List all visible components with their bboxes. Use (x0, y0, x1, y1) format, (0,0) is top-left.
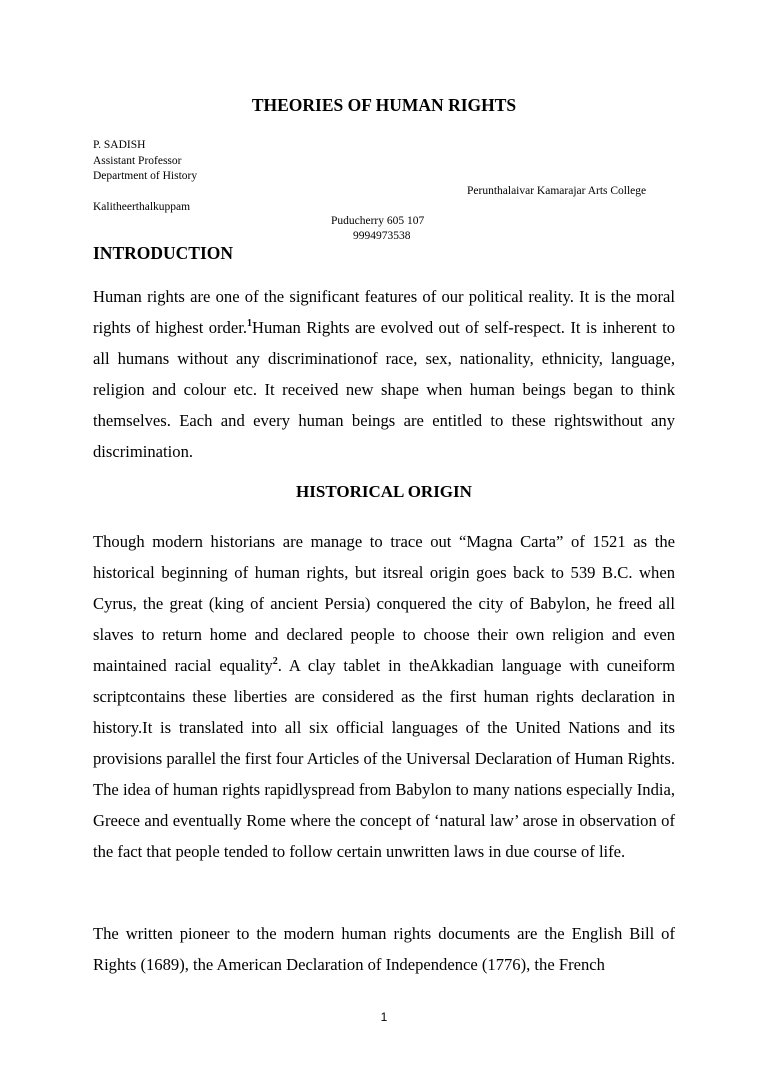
historical-origin-paragraph (93, 526, 675, 867)
document-title: THEORIES OF HUMAN RIGHTS (251, 95, 517, 115)
author-college: Perunthalaivar Kamarajar Arts College (467, 185, 647, 197)
intro-text-part-1: Human rights are one of the significant features of our political reality. It is the moral rights of highest order. (93, 287, 675, 337)
footnote-1-marker[interactable]: 1 (246, 318, 252, 329)
history-text-part-2: . A clay tablet in theAkkadian language with cuneiform scriptcontains these liberties are considered as the first human rights declaration in history.It is translated into all six official languages of the United Nations and its provisions parallel the first four Articles of the Universal Declaration of Human Rights. The idea of human rights rapidlyspread from Babylon to many nations especially India, Greece and eventually Rome where the concept of ‘natural law’ arose in observation of the fact that people tended to follow certain unwritten laws in due course of life. (93, 656, 675, 861)
author-position: Assistant Professor (93, 155, 182, 167)
footnote-2-marker[interactable]: 2 (272, 656, 278, 667)
author-city: Puducherry 605 107 (331, 215, 425, 227)
author-department: Department of History (93, 170, 198, 182)
intro-text-part-2: Human Rights are evolved out of self-respect. It is inherent to all humans without any discriminationof race, sex, nationality, ethnicity, language, religion and colour etc. It received new shape when human beings began to think themselves. Each and every human beings are entitled to these rightswithout any discrimination. (93, 318, 675, 461)
introduction-heading: INTRODUCTION (93, 243, 234, 263)
history-text-part-1: Though modern historians are manage to trace out “Magna Carta” of 1521 as the historical beginning of human rights, but itsreal origin goes back to 539 B.C. when Cyrus, the great (king of ancient Persia) conquered the city of Babylon, he freed all slaves to return home and declared people to choose their own religion and even maintained racial equality (93, 532, 675, 675)
author-locality: Kalitheerthalkuppam (93, 201, 191, 213)
author-name: P. SADISH (93, 139, 146, 151)
author-phone: 9994973538 (353, 230, 411, 242)
written-pioneer-paragraph: The written pioneer to the modern human rights documents are the English Bill of Rights (1689), the American Declaration of Independence (1776), the French (93, 924, 675, 974)
introduction-paragraph (93, 281, 675, 467)
historical-origin-heading: HISTORICAL ORIGIN (296, 482, 472, 501)
page-number: 1 (380, 1010, 388, 1024)
